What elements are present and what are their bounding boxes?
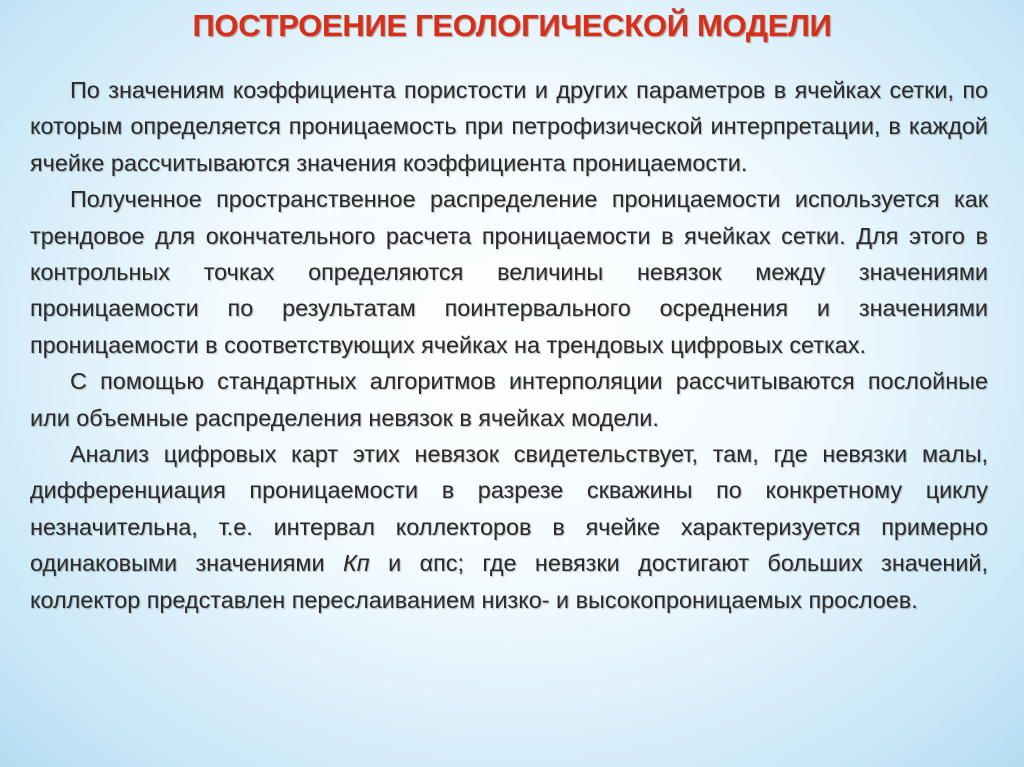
paragraph-2: Полученное пространственное распределение проницаемости используется как трендовое для окончательного расчета проницаемости в ячейках сетки. Для этого в контрольных точках определяются величины невязок между значениями проницаемости по результатам поинтервального осреднения и значениями проницаемости в соответствующих ячейках на трендовых цифровых сетках. (30, 186, 988, 358)
paragraph-4 (30, 436, 988, 618)
slide-title: ПОСТРОЕНИЕ ГЕОЛОГИЧЕСКОЙ МОДЕЛИ (192, 8, 832, 43)
paragraph-4-text-after: ; где невязки достигают больших значений, коллектор представлен переслаиванием низко- и высокопроницаемых прослоев. (30, 550, 988, 613)
paragraph-1: По значениям коэффициента пористости и других параметров в ячейках сетки, по которым определяется проницаемость при петрофизической интерпретации, в каждой ячейке рассчитываются значения коэффициента проницаемости. (30, 77, 988, 176)
aps-symbol: αпс (419, 550, 458, 577)
paragraph-4-conjunction: и (369, 550, 420, 577)
paragraph-3: С помощью стандартных алгоритмов интерполяции рассчитываются послойные или объемные распределения невязок в ячейках модели. (30, 368, 988, 431)
slide-body (30, 72, 988, 618)
kp-symbol: Кп (342, 550, 370, 577)
paragraph-4-text-before: Анализ цифровых карт этих невязок свидетельствует, там, где невязки малы, дифференциация проницаемости в разрезе скважины по конкретному циклу незначительна, т.е. интервал коллекторов в ячейке характеризуется примерно одинаковыми значениями (30, 441, 988, 577)
